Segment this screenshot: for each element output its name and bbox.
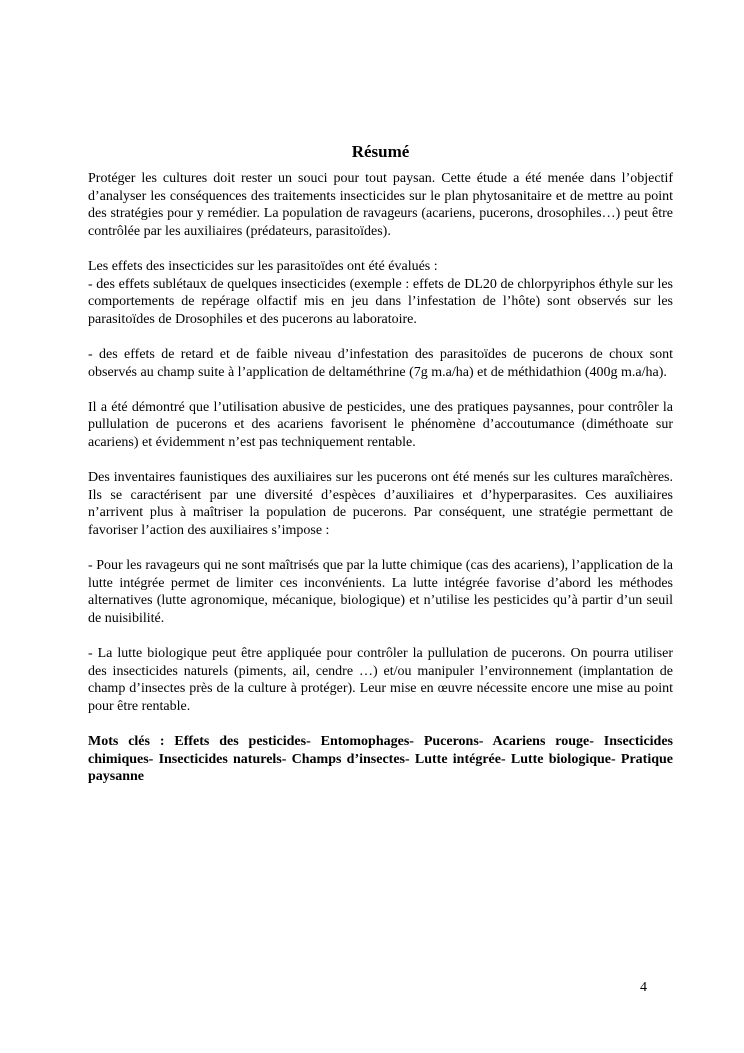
sublethal-effects-text: - des effets sublétaux de quelques insecticides (exemple : effets de DL20 de chlorpyriphos éthyle sur les comportements de repérage olfactif mis en jeu dans l’infestation de l’hôte) sont observés sur les parasitoïdes de Drosophiles et des pucerons au laboratoire.	[88, 276, 673, 327]
intro-paragraph: Protéger les cultures doit rester un souci pour tout paysan. Cette étude a été menée dans l’objectif d’analyser les conséquences des traitements insecticides sur le plan phytosanitaire et de mettre au point des stratégies pour y remédier. La population de ravageurs (acariens, pucerons, drosophiles…) peut être contrôlée par les auxiliaires (prédateurs, parasitoïdes).	[88, 171, 673, 239]
keywords-paragraph: Mots clés : Effets des pesticides- Entomophages- Pucerons- Acariens rouge- Insecticides chimiques- Insecticides naturels- Champs d’insectes- Lutte intégrée- Lutte biologique- Pratique paysanne	[88, 734, 673, 785]
integrated-control-paragraph: - Pour les ravageurs qui ne sont maîtrisés que par la lutte chimique (cas des acariens), l’application de la lutte intégrée permet de limiter ces inconvénients. La lutte intégrée favorise d’abord les méthodes alternatives (lutte agronomique, mécanique, biologique) et n’utilise les pesticides qu’à partir d’un seuil de nuisibilité.	[88, 558, 673, 626]
parasitoid-effects-paragraph	[88, 258, 673, 328]
pesticide-abuse-paragraph: Il a été démontré que l’utilisation abusive de pesticides, une des pratiques paysannes, pour contrôler la pullulation de pucerons et des acariens favorisent le phénomène d’accoutumance (diméthoate sur acariens) et évidemment n’est pas techniquement rentable.	[88, 399, 673, 450]
page-title: Résumé	[351, 142, 410, 161]
parasitoid-effects-intro: Les effets des insecticides sur les parasitoïdes ont été évalués :	[88, 258, 438, 274]
page-number: 4	[640, 980, 647, 995]
abstract-body	[88, 170, 673, 803]
biological-control-paragraph: - La lutte biologique peut être appliquée pour contrôler la pullulation de pucerons. On pourra utiliser des insecticides naturels (piments, ail, cendre …) et/ou manipuler l’environnement (implantation de champ d’insectes près de la culture à protéger). Leur mise en œuvre nécessite encore une mise au point pour être rentable.	[88, 646, 673, 714]
delay-effects-paragraph: - des effets de retard et de faible niveau d’infestation des parasitoïdes de pucerons de choux sont observés au champ suite à l’application de deltaméthrine (7g m.a/ha) et de méthidathion (400g m.a/ha).	[88, 346, 673, 380]
faunistic-inventory-paragraph: Des inventaires faunistiques des auxiliaires sur les pucerons ont été menés sur les cultures maraîchères. Ils se caractérisent par une diversité d’espèces d’auxiliaires et d’hyperparasites. Ces auxiliaires n’arrivent plus à maîtriser la population de pucerons. Par conséquent, une stratégie permettant de favoriser l’action des auxiliaires s’impose :	[88, 470, 673, 538]
